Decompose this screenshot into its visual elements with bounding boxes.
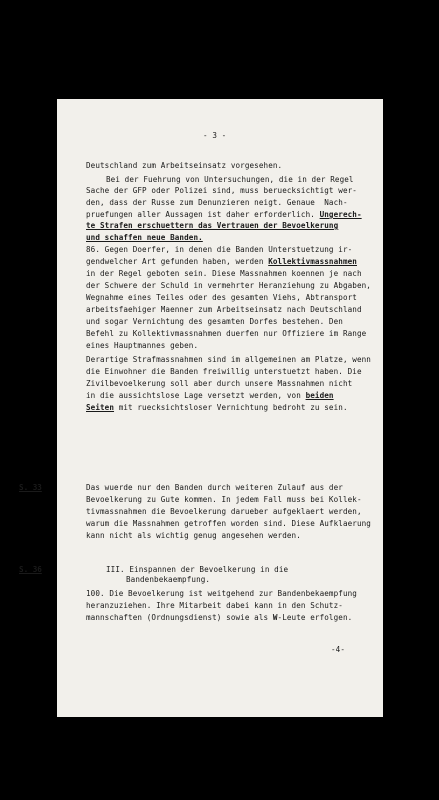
margin-reference: S. 33 (19, 483, 42, 492)
text-line: Deutschland zum Arbeitseinsatz vorgesehen. (86, 161, 283, 170)
text-line: 86. Gegen Doerfer, in denen die Banden Unterstuetzung ir- (86, 245, 353, 254)
text-line: Sache der GFP oder Polizei sind, muss beruecksichtigt wer- (86, 186, 357, 195)
text-line: und schaffen neue Banden. (86, 233, 203, 242)
text-line: mannschaften (Ordnungsdienst) sowie als W-Leute erfolgen. (86, 613, 353, 622)
text-line: eines Hauptmannes geben. (86, 341, 199, 350)
document-page (19, 99, 383, 717)
text-line: die Einwohner die Banden freiwillig unterstuetzt haben. Die (86, 367, 362, 376)
margin-reference: S. 36 (19, 565, 42, 574)
text-line: heranzuziehen. Ihre Mitarbeit dabei kann in den Schutz- (86, 601, 343, 610)
text-line: der Schwere der Schuld in vermehrter Heranziehung zu Abgaben, (86, 281, 371, 290)
section-heading: III. Einspannen der Bevoelkerung in die (106, 565, 289, 574)
text-line: Zivilbevoelkerung soll aber durch unsere Massnahmen nicht (86, 379, 353, 388)
text-line: Das wuerde nur den Banden durch weiteren Zulauf aus der (86, 483, 343, 492)
text-line: 100. Die Bevoelkerung ist weitgehend zur Bandenbekaempfung (86, 589, 357, 598)
text-line: Bei der Fuehrung von Untersuchungen, die in der Regel (106, 175, 354, 184)
text-line: te Strafen erschuettern das Vertrauen der Bevoelkerung (86, 221, 339, 230)
text-line: und sogar Vernichtung des gesamten Dorfes bestehen. Den (86, 317, 343, 326)
section-heading: Bandenbekaempfung. (126, 575, 211, 584)
text-line: Bevoelkerung zu Gute kommen. In jedem Fall muss bei Kollek- (86, 495, 362, 504)
text-line: in die aussichtslose Lage versetzt werden, von beiden (86, 391, 334, 400)
page-number: - 3 - (203, 131, 227, 140)
text-line: Derartige Strafmassnahmen sind im allgemeinen am Platze, wenn (86, 355, 371, 364)
next-page-marker: -4- (331, 645, 346, 654)
text-line: Befehl zu Kollektivmassnahmen duerfen nur Offiziere im Range (86, 329, 367, 338)
text-line: Wegnahme eines Teiles oder des gesamten Viehs, Abtransport (86, 293, 357, 302)
text-line: gendwelcher Art gefunden haben, werden Kollektivmassnahmen (86, 257, 357, 266)
text-line: den, dass der Russe zum Denunzieren neigt. Genaue Nach- (86, 198, 348, 207)
text-line: warum die Massnahmen getroffen worden sind. Diese Aufklaerung (86, 519, 371, 528)
text-line: pruefungen aller Aussagen ist daher erforderlich. Ungerech- (86, 210, 362, 219)
text-line: in der Regel geboten sein. Diese Massnahmen koennen je nach (86, 269, 362, 278)
text-line: kann nicht als wichtig genug angesehen werden. (86, 531, 301, 540)
text-line: tivmassnahmen die Bevoelkerung darueber aufgeklaert werden, (86, 507, 362, 516)
text-line: Seiten mit ruecksichtsloser Vernichtung bedroht zu sein. (86, 403, 348, 412)
text-line: arbeitsfaehiger Maenner zum Arbeitseinsatz nach Deutschland (86, 305, 362, 314)
